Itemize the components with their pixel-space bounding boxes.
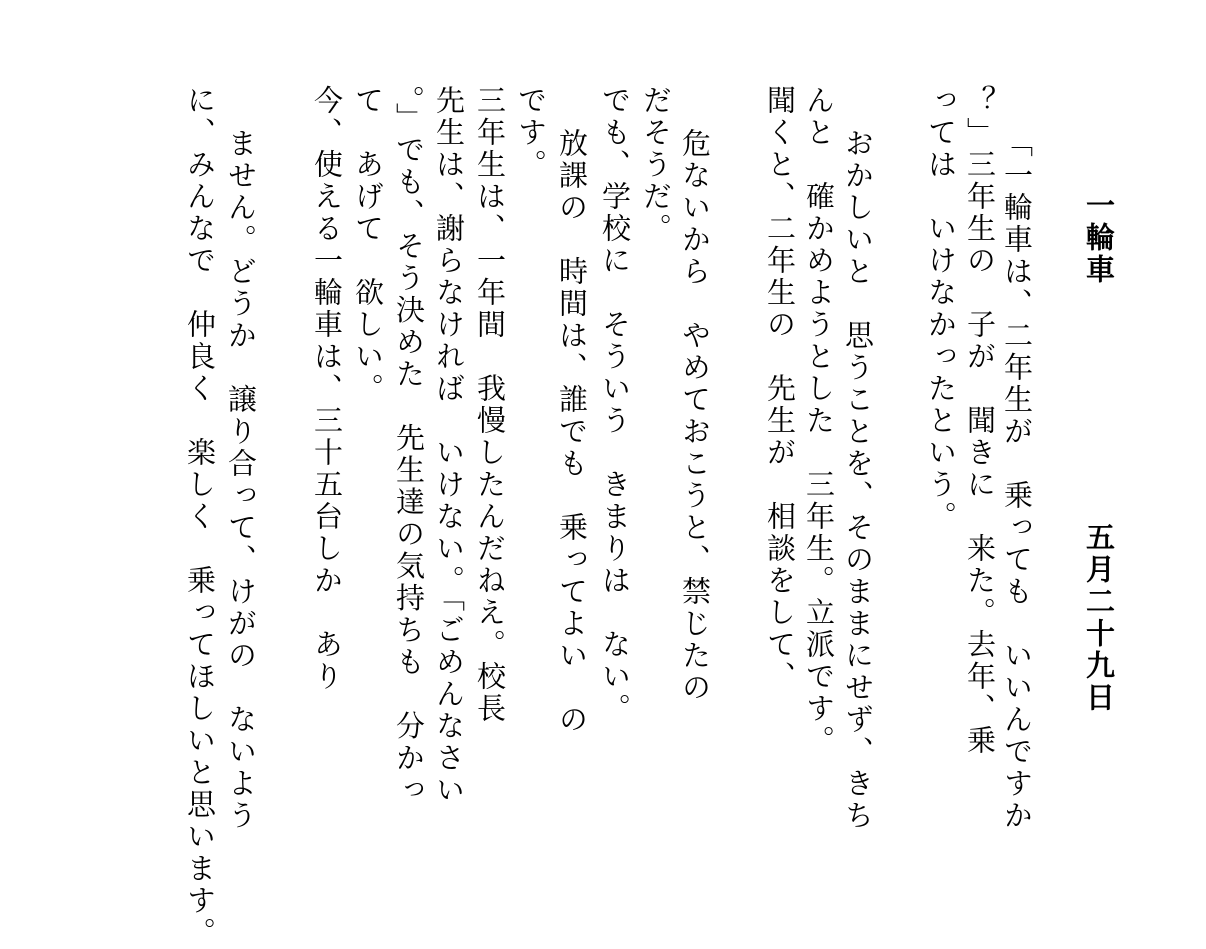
- col-2: ？」三年生の 子が 聞きに 来た。去年、乗: [963, 85, 997, 757]
- col-13: 先生は、謝らなければ いけない。「ごめんなさい: [432, 85, 466, 807]
- col-9: でも、学校に そういう きまりは ない。: [598, 85, 632, 725]
- document-date: 五月二十九日: [1082, 522, 1116, 714]
- col-16: 今、使える一輪車は、三十五台しか あり: [310, 85, 344, 693]
- col-18: に、みんなで 仲良く 楽しく 乗ってほしいと思います。: [183, 85, 217, 949]
- document-title: 一輪車: [1082, 190, 1116, 286]
- col-7: 危ないから やめておこうと、禁じたの: [678, 128, 712, 704]
- col-10: 放課の 時間は、誰でも 乗ってよい の: [555, 128, 589, 736]
- col-12: 三年生は、一年間 我慢したんだねえ。校長: [473, 85, 507, 725]
- col-3: っては いけなかったという。: [924, 85, 958, 533]
- col-4: おかしいと 思うことを、そのままにせず、きち: [841, 128, 875, 832]
- col-1: 「一輪車は、二年生が 乗っても いいんですか: [1000, 128, 1034, 832]
- col-17: ません。どうか 譲り合って、けがの ないよう: [224, 128, 258, 832]
- col-5: んと 確かめようとした 三年生。立派です。: [802, 85, 836, 757]
- col-15: て あげて 欲しい。: [351, 85, 385, 405]
- col-14: 。」でも、そう決めた 先生達の気持ちも 分かっ: [392, 85, 426, 807]
- col-11: です。: [514, 85, 548, 181]
- col-6: 聞くと、二年生の 先生が 相談をして、: [763, 85, 797, 693]
- col-8: だそうだ。: [639, 85, 673, 245]
